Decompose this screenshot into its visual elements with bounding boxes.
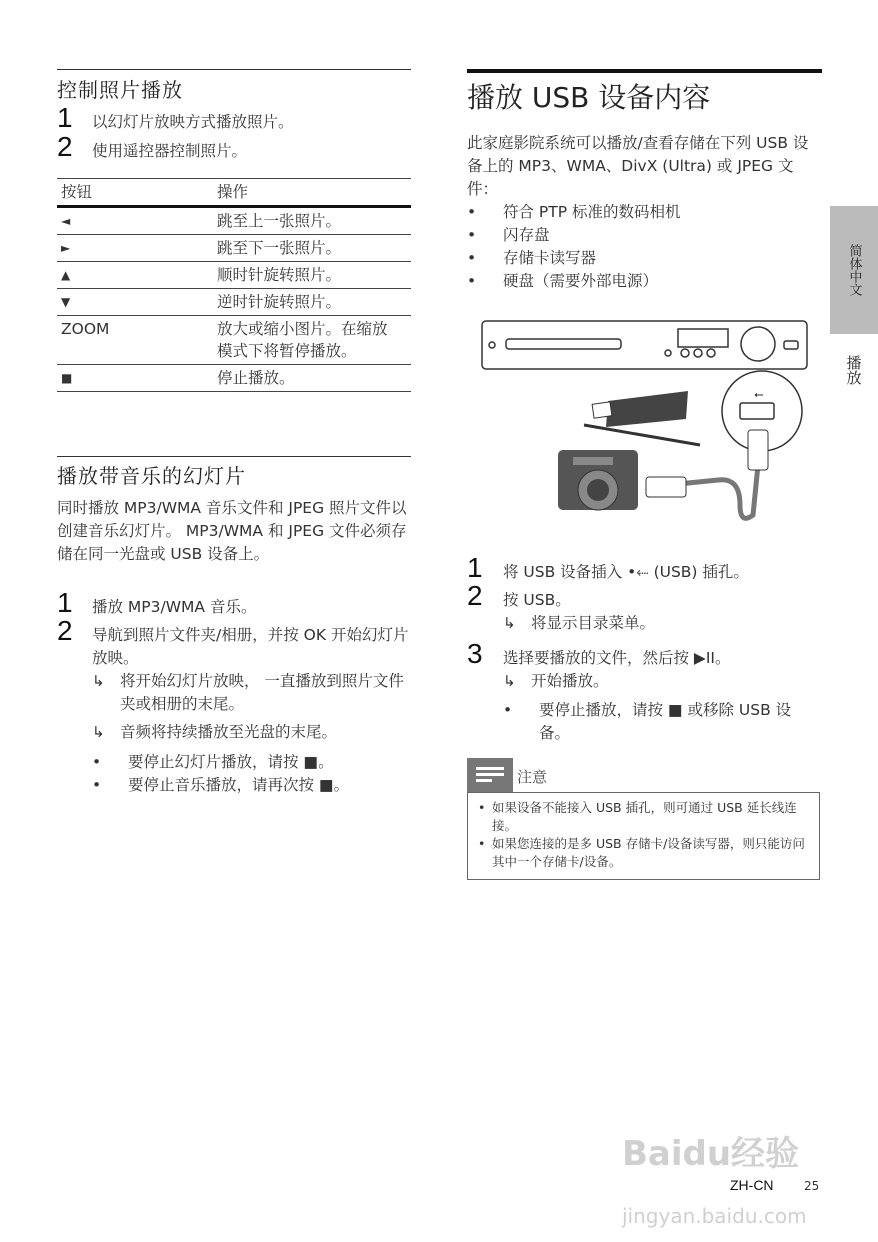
step-text: 播放 MP3/WMA 音乐。 (92, 598, 257, 616)
step-text: 导航到照片文件夹/相册，并按 OK 开始幻灯片放映。 (92, 626, 409, 667)
bullet-icon: • (92, 753, 102, 771)
digital-camera (558, 450, 638, 510)
usb-connection-illustration (478, 315, 818, 530)
result-arrow-icon: ↳ (503, 672, 516, 690)
note-text: 如果设备不能接入 USB 插孔，则可通过 USB 延长线连接。 (492, 800, 797, 833)
cell-button: ▼ (61, 295, 71, 309)
cell-action: 放大或缩小图片。在缩放模式下将暂停播放。 (217, 320, 388, 360)
step-number: 1 (57, 587, 73, 618)
step-text: 以幻灯片放映方式播放照片。 (92, 113, 294, 131)
cell-button: ► (61, 241, 71, 255)
step-number: 1 (57, 102, 73, 133)
device-list (467, 201, 822, 293)
cell-action: 顺时针旋转照片。 (217, 266, 342, 284)
section-title-photo-control: 控制照片播放 (57, 78, 183, 102)
bullet-icon: • (503, 701, 513, 719)
result-text: 音频将持续播放至光盘的末尾。 (120, 723, 338, 741)
step-number: 2 (57, 131, 73, 162)
result-line (92, 721, 337, 744)
device-item (467, 201, 822, 224)
table-row (57, 262, 411, 289)
intro-paragraph: 同时播放 MP3/WMA 音乐文件和 JPEG 照片文件以创建音乐幻灯片。 MP3/WMA 和 JPEG 文件必须存储在同一光盘或 USB 设备上。 (57, 499, 407, 563)
baidu-watermark-logo: Baidu经验 (622, 1134, 800, 1174)
result-line (503, 670, 609, 693)
cell-button: ■ (61, 371, 73, 385)
bullet-text: 要停止播放，请按 ■ 或移除 USB 设备。 (539, 701, 792, 742)
table-row (57, 316, 411, 365)
cell-action: 停止播放。 (217, 369, 295, 387)
side-tab-language[interactable]: 简体中文 (830, 206, 878, 334)
cell-button: ZOOM (61, 320, 110, 338)
result-text: 将开始幻灯片放映， 一直播放到照片文件夹或相册的末尾。 (120, 672, 404, 713)
usb-plug-camera (646, 477, 686, 497)
home-theater-unit (482, 321, 807, 369)
bullet-icon: • (478, 800, 486, 815)
note-icon (467, 758, 513, 792)
usb-flash-drive (592, 391, 688, 427)
intro-paragraph: 此家庭影院系统可以播放/查看存储在下列 USB 设备上的 MP3、WMA、DivX (Ultra) 或 JPEG 文件： (467, 134, 809, 198)
bullet-icon: • (467, 226, 477, 244)
usb-symbol-icon: ⭠ (754, 387, 764, 401)
section-title-music-slideshow: 播放带音乐的幻灯片 (57, 464, 246, 488)
table-row (57, 207, 411, 235)
note-box (467, 792, 820, 880)
note-item (478, 835, 809, 871)
bullet-icon: • (467, 249, 477, 267)
table-row (57, 365, 411, 392)
step-text: 使用遥控器控制照片。 (92, 142, 248, 160)
table-row (57, 289, 411, 316)
section-title-usb: 播放 USB 设备内容 (467, 81, 711, 114)
step-number: 1 (467, 552, 483, 583)
bullet-text: 要停止幻灯片播放，请按 ■。 (128, 753, 334, 771)
header-button: 按钮 (61, 183, 93, 201)
device-item (467, 270, 822, 293)
device-text: 存储卡读写器 (503, 249, 597, 267)
cell-action: 跳至下一张照片。 (217, 239, 342, 257)
bullet-line (92, 774, 349, 797)
device-item (467, 247, 822, 270)
usb-intro-block (467, 132, 822, 293)
cell-action: 跳至上一张照片。 (217, 212, 342, 230)
section-rule-thick (467, 69, 822, 73)
bullet-line (503, 699, 808, 745)
result-arrow-icon: ↳ (92, 672, 105, 690)
bullet-icon: • (478, 836, 486, 851)
section-rule (57, 456, 411, 457)
side-tab-section[interactable]: 播放 (844, 355, 863, 385)
table-header (57, 179, 411, 207)
step-text: 按 USB。 (503, 591, 571, 609)
result-line (503, 612, 655, 635)
button-action-table (57, 178, 411, 392)
step-number: 2 (467, 580, 483, 611)
bullet-icon: • (92, 776, 102, 794)
page-number: 25 (804, 1179, 820, 1193)
section-rule (57, 69, 411, 70)
footer-language: ZH-CN (730, 1177, 774, 1193)
bullet-icon: • (467, 272, 477, 290)
cell-button: ▲ (61, 268, 71, 282)
result-arrow-icon: ↳ (92, 723, 105, 741)
header-action: 操作 (217, 183, 249, 201)
device-text: 闪存盘 (503, 226, 550, 244)
bullet-line (92, 751, 334, 774)
cell-action: 逆时针旋转照片。 (217, 293, 342, 311)
step-number: 2 (57, 615, 73, 646)
step-text: 将 USB 设备插入 •⬸ (USB) 插孔。 (503, 563, 749, 581)
device-item (467, 224, 822, 247)
result-line (92, 670, 410, 716)
cell-button: ◄ (61, 214, 71, 228)
result-text: 开始播放。 (531, 672, 609, 690)
note-title: 注意 (517, 768, 548, 786)
device-text: 符合 PTP 标准的数码相机 (503, 203, 681, 221)
usb-plug-device (748, 430, 768, 470)
result-arrow-icon: ↳ (503, 614, 516, 632)
table-row (57, 235, 411, 262)
baidu-watermark-url: jingyan.baidu.com (622, 1204, 807, 1228)
result-text: 将显示目录菜单。 (531, 614, 656, 632)
note-text: 如果您连接的是多 USB 存储卡/设备读写器，则只能访问其中一个存储卡/设备。 (492, 836, 805, 869)
device-text: 硬盘（需要外部电源） (503, 272, 659, 290)
bullet-icon: • (467, 203, 477, 221)
step-number: 3 (467, 638, 483, 669)
note-item (478, 799, 809, 835)
bullet-text: 要停止音乐播放，请再次按 ■。 (128, 776, 350, 794)
step-text: 选择要播放的文件，然后按 ▶II。 (503, 649, 731, 667)
